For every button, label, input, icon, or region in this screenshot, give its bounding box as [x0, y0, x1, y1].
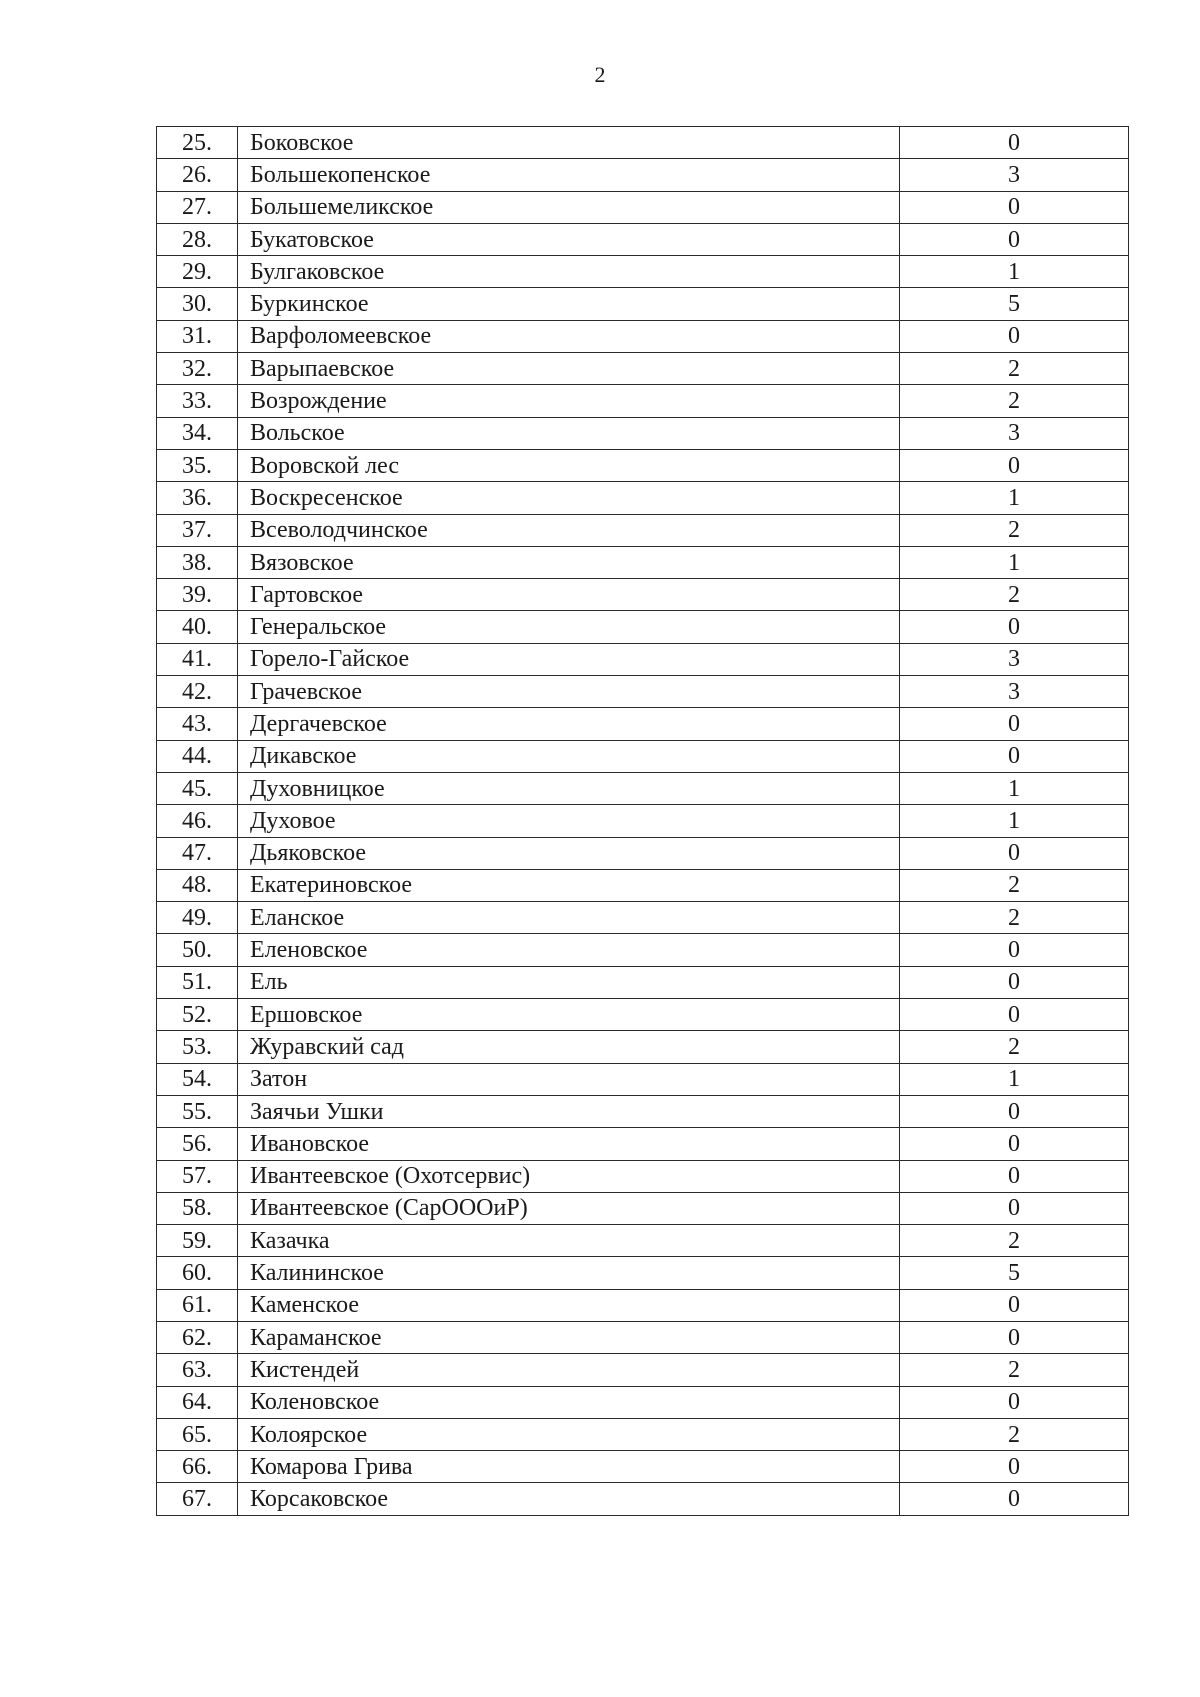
row-value: 2: [900, 514, 1129, 546]
row-name: Воскресенское: [238, 482, 900, 514]
row-name: Казачка: [238, 1225, 900, 1257]
table-row: [157, 1160, 1129, 1192]
row-value: 0: [900, 837, 1129, 869]
row-name: Екатериновское: [238, 869, 900, 901]
table-row: [157, 353, 1129, 385]
row-name: Грачевское: [238, 676, 900, 708]
table-row: [157, 127, 1129, 159]
table-row: [157, 1418, 1129, 1450]
row-number: 56.: [157, 1128, 238, 1160]
row-name: Духовое: [238, 805, 900, 837]
row-name: Вольское: [238, 417, 900, 449]
row-value: 2: [900, 579, 1129, 611]
table-row: [157, 740, 1129, 772]
row-value: 0: [900, 1451, 1129, 1483]
table-row: [157, 611, 1129, 643]
table-row: [157, 837, 1129, 869]
row-value: 0: [900, 1289, 1129, 1321]
row-value: 2: [900, 869, 1129, 901]
row-value: 0: [900, 1321, 1129, 1353]
row-value: 2: [900, 902, 1129, 934]
row-name: Большекопенское: [238, 159, 900, 191]
row-value: 2: [900, 1225, 1129, 1257]
row-value: 2: [900, 1354, 1129, 1386]
row-name: Еланское: [238, 902, 900, 934]
row-name: Калининское: [238, 1257, 900, 1289]
row-number: 63.: [157, 1354, 238, 1386]
row-name: Каменское: [238, 1289, 900, 1321]
row-number: 37.: [157, 514, 238, 546]
row-number: 41.: [157, 643, 238, 675]
row-name: Дикавское: [238, 740, 900, 772]
table-row: [157, 1386, 1129, 1418]
row-number: 59.: [157, 1225, 238, 1257]
row-number: 33.: [157, 385, 238, 417]
table-row: [157, 1095, 1129, 1127]
table-row: [157, 1289, 1129, 1321]
table-row: [157, 1483, 1129, 1515]
row-value: 0: [900, 1128, 1129, 1160]
row-number: 39.: [157, 579, 238, 611]
table-row: [157, 159, 1129, 191]
row-number: 67.: [157, 1483, 238, 1515]
row-name: Затон: [238, 1063, 900, 1095]
row-name: Заячьи Ушки: [238, 1095, 900, 1127]
row-number: 52.: [157, 999, 238, 1031]
row-name: Большемеликское: [238, 191, 900, 223]
row-number: 57.: [157, 1160, 238, 1192]
table-row: [157, 546, 1129, 578]
row-name: Вязовское: [238, 546, 900, 578]
row-number: 47.: [157, 837, 238, 869]
table-row: [157, 514, 1129, 546]
table-row: [157, 417, 1129, 449]
row-name: Духовницкое: [238, 772, 900, 804]
row-value: 3: [900, 676, 1129, 708]
table-row: [157, 676, 1129, 708]
table-row: [157, 579, 1129, 611]
row-number: 66.: [157, 1451, 238, 1483]
row-value: 1: [900, 805, 1129, 837]
table-row: [157, 1128, 1129, 1160]
row-number: 30.: [157, 288, 238, 320]
row-name: Всеволодчинское: [238, 514, 900, 546]
table-row: [157, 288, 1129, 320]
row-number: 43.: [157, 708, 238, 740]
row-number: 32.: [157, 353, 238, 385]
row-value: 3: [900, 643, 1129, 675]
table-row: [157, 1257, 1129, 1289]
row-value: 0: [900, 223, 1129, 255]
table-row: [157, 934, 1129, 966]
row-value: 1: [900, 482, 1129, 514]
row-name: Горело-Гайское: [238, 643, 900, 675]
row-number: 65.: [157, 1418, 238, 1450]
table-row: [157, 1192, 1129, 1224]
row-name: Буркинское: [238, 288, 900, 320]
row-name: Возрождение: [238, 385, 900, 417]
row-name: Ивантеевское (Охотсервис): [238, 1160, 900, 1192]
row-name: Боковское: [238, 127, 900, 159]
table-row: [157, 869, 1129, 901]
row-name: Кистендей: [238, 1354, 900, 1386]
row-value: 0: [900, 127, 1129, 159]
row-name: Гартовское: [238, 579, 900, 611]
row-value: 1: [900, 546, 1129, 578]
table-row: [157, 191, 1129, 223]
table-row: [157, 482, 1129, 514]
row-value: 0: [900, 1192, 1129, 1224]
row-number: 40.: [157, 611, 238, 643]
row-name: Ивановское: [238, 1128, 900, 1160]
table-row: [157, 1063, 1129, 1095]
page-number: 2: [594, 62, 606, 87]
row-name: Караманское: [238, 1321, 900, 1353]
row-number: 28.: [157, 223, 238, 255]
row-value: 0: [900, 708, 1129, 740]
table-row: [157, 1354, 1129, 1386]
row-number: 38.: [157, 546, 238, 578]
table-body: [157, 127, 1129, 1516]
row-number: 45.: [157, 772, 238, 804]
row-number: 48.: [157, 869, 238, 901]
row-number: 58.: [157, 1192, 238, 1224]
row-number: 42.: [157, 676, 238, 708]
table-row: [157, 805, 1129, 837]
row-value: 3: [900, 417, 1129, 449]
row-number: 55.: [157, 1095, 238, 1127]
row-number: 29.: [157, 256, 238, 288]
row-value: 2: [900, 1031, 1129, 1063]
row-number: 27.: [157, 191, 238, 223]
row-value: 1: [900, 1063, 1129, 1095]
table-row: [157, 966, 1129, 998]
row-number: 49.: [157, 902, 238, 934]
table-row: [157, 999, 1129, 1031]
row-name: Варфоломеевское: [238, 320, 900, 352]
row-value: 5: [900, 1257, 1129, 1289]
row-number: 36.: [157, 482, 238, 514]
row-number: 60.: [157, 1257, 238, 1289]
row-number: 46.: [157, 805, 238, 837]
row-value: 2: [900, 353, 1129, 385]
row-name: Булгаковское: [238, 256, 900, 288]
row-value: 2: [900, 385, 1129, 417]
row-value: 0: [900, 449, 1129, 481]
row-value: 0: [900, 999, 1129, 1031]
row-name: Комарова Грива: [238, 1451, 900, 1483]
row-number: 31.: [157, 320, 238, 352]
hunting-grounds-table: [156, 126, 1129, 1516]
row-value: 2: [900, 1418, 1129, 1450]
row-number: 53.: [157, 1031, 238, 1063]
row-number: 64.: [157, 1386, 238, 1418]
row-number: 25.: [157, 127, 238, 159]
table-row: [157, 643, 1129, 675]
row-name: Ель: [238, 966, 900, 998]
table-row: [157, 223, 1129, 255]
table-row: [157, 1031, 1129, 1063]
row-number: 54.: [157, 1063, 238, 1095]
row-value: 0: [900, 191, 1129, 223]
row-number: 61.: [157, 1289, 238, 1321]
row-name: Колоярское: [238, 1418, 900, 1450]
row-value: 0: [900, 1386, 1129, 1418]
table-row: [157, 256, 1129, 288]
row-name: Корсаковское: [238, 1483, 900, 1515]
row-number: 50.: [157, 934, 238, 966]
row-name: Букатовское: [238, 223, 900, 255]
row-name: Журавский сад: [238, 1031, 900, 1063]
row-value: 0: [900, 1160, 1129, 1192]
table-row: [157, 708, 1129, 740]
row-value: 0: [900, 320, 1129, 352]
row-value: 1: [900, 256, 1129, 288]
row-value: 0: [900, 740, 1129, 772]
table-row: [157, 1321, 1129, 1353]
row-name: Дьяковское: [238, 837, 900, 869]
row-number: 44.: [157, 740, 238, 772]
row-name: Варыпаевское: [238, 353, 900, 385]
row-value: 5: [900, 288, 1129, 320]
row-value: 0: [900, 1095, 1129, 1127]
row-value: 0: [900, 966, 1129, 998]
row-value: 0: [900, 611, 1129, 643]
table-row: [157, 385, 1129, 417]
row-number: 62.: [157, 1321, 238, 1353]
row-name: Дергачевское: [238, 708, 900, 740]
row-number: 26.: [157, 159, 238, 191]
row-name: Генеральское: [238, 611, 900, 643]
row-name: Ивантеевское (СарОООиР): [238, 1192, 900, 1224]
row-number: 35.: [157, 449, 238, 481]
row-value: 0: [900, 934, 1129, 966]
row-name: Еленовское: [238, 934, 900, 966]
row-number: 34.: [157, 417, 238, 449]
table-row: [157, 772, 1129, 804]
row-value: 0: [900, 1483, 1129, 1515]
row-value: 1: [900, 772, 1129, 804]
row-name: Коленовское: [238, 1386, 900, 1418]
row-name: Воровской лес: [238, 449, 900, 481]
table-row: [157, 449, 1129, 481]
row-name: Ершовское: [238, 999, 900, 1031]
table-row: [157, 1451, 1129, 1483]
table-row: [157, 902, 1129, 934]
table-row: [157, 1225, 1129, 1257]
row-value: 3: [900, 159, 1129, 191]
row-number: 51.: [157, 966, 238, 998]
table-row: [157, 320, 1129, 352]
